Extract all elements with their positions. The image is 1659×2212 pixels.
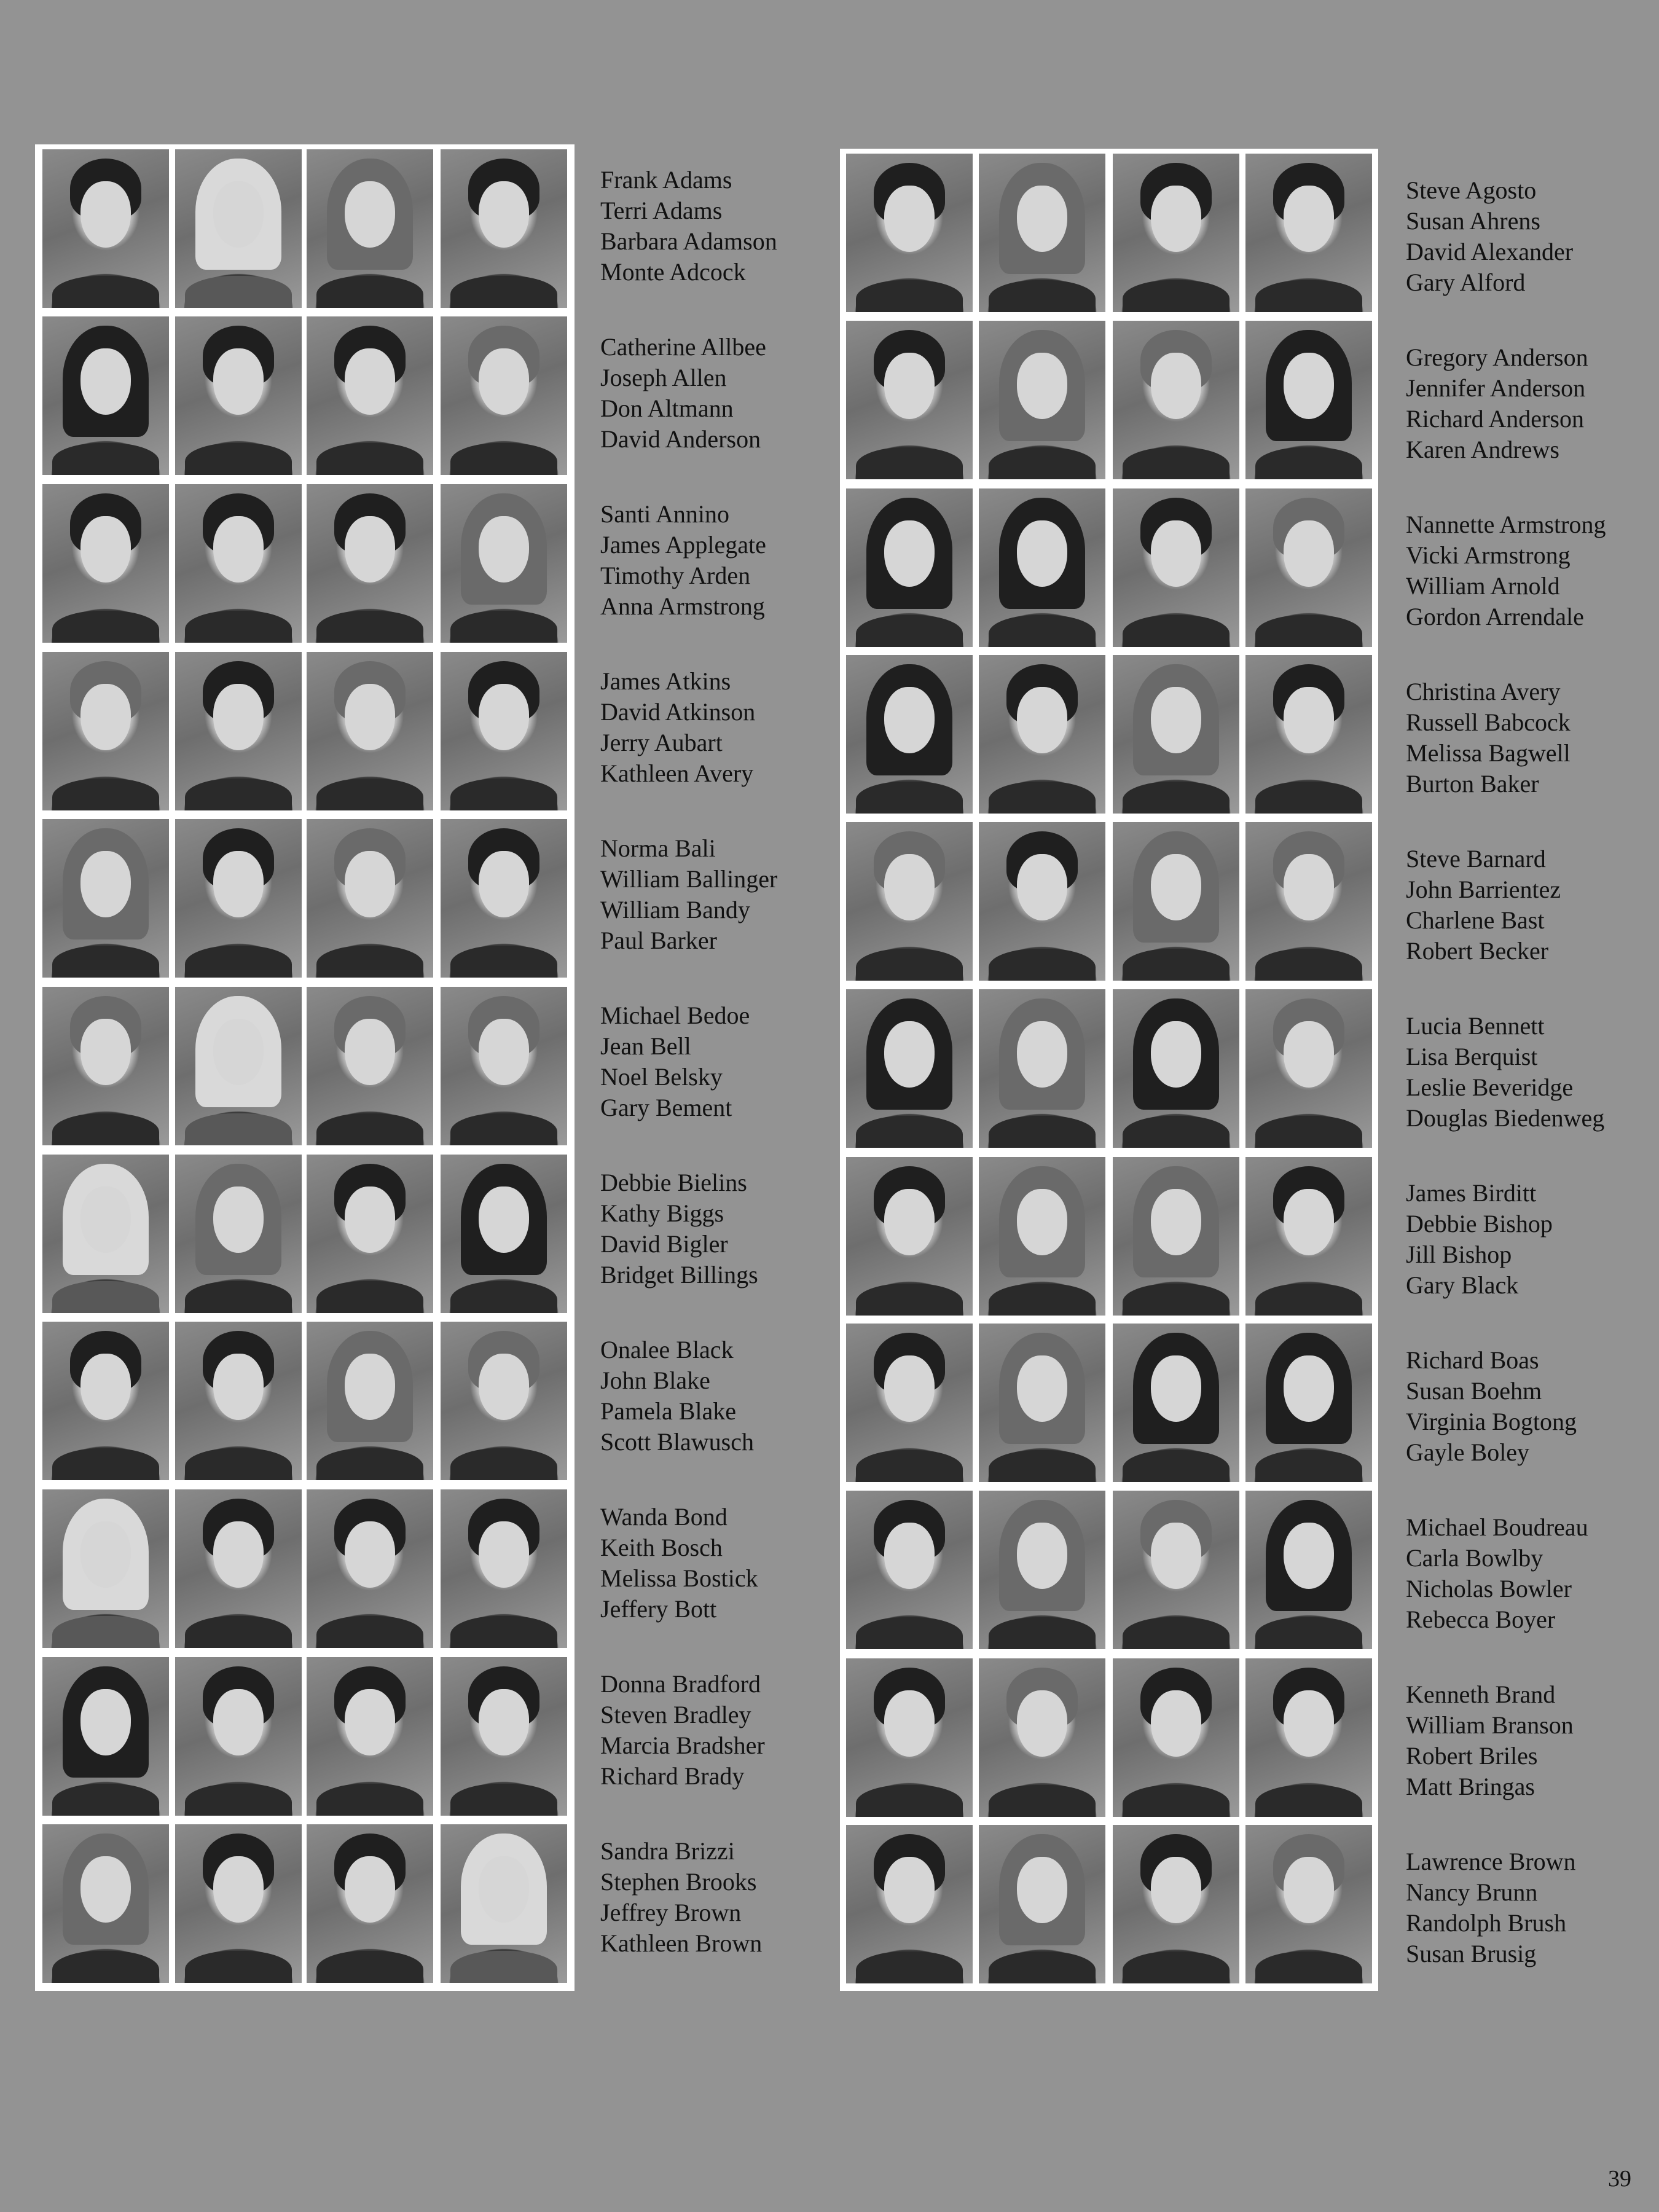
student-name: Melissa Bostick: [600, 1564, 758, 1592]
student-name: Burton Baker: [1406, 770, 1539, 798]
student-portrait: [175, 652, 302, 810]
name-group: [600, 666, 777, 833]
student-name: Melissa Bagwell: [1406, 739, 1571, 767]
student-name: Marcia Bradsher: [600, 1732, 765, 1759]
name-group: [600, 1502, 777, 1669]
student-name: John Barrientez: [1406, 876, 1561, 903]
student-name: Charlene Bast: [1406, 906, 1545, 934]
name-group: [1406, 1679, 1606, 1846]
student-portrait: [175, 1824, 302, 1983]
name-group: [600, 1000, 777, 1167]
student-name: Noel Belsky: [600, 1063, 723, 1091]
portrait-panel-left: [35, 144, 575, 1991]
student-name: Jerry Aubart: [600, 729, 723, 756]
student-portrait: [1113, 488, 1239, 647]
student-name: Robert Briles: [1406, 1742, 1538, 1770]
student-portrait: [441, 1155, 567, 1313]
student-name: Susan Brusig: [1406, 1940, 1537, 1967]
student-name: Catherine Allbee: [600, 333, 766, 361]
student-portrait: [175, 1155, 302, 1313]
student-portrait: [846, 1491, 973, 1649]
student-name: Kenneth Brand: [1406, 1681, 1556, 1708]
student-portrait: [441, 652, 567, 810]
student-portrait: [979, 1491, 1105, 1649]
student-name: David Atkinson: [600, 698, 756, 726]
student-portrait: [846, 1825, 973, 1983]
student-portrait: [1113, 321, 1239, 479]
name-group: [1406, 175, 1606, 342]
student-portrait: [42, 652, 169, 810]
student-portrait: [441, 987, 567, 1145]
student-name: Lisa Berquist: [1406, 1043, 1538, 1070]
student-portrait: [1113, 989, 1239, 1148]
student-name: Kathleen Avery: [600, 759, 754, 787]
student-portrait: [307, 1489, 433, 1648]
names-column-right: [1406, 175, 1606, 2014]
student-name: Vicki Armstrong: [1406, 541, 1571, 569]
portrait-row: [840, 1486, 1378, 1653]
portrait-row: [840, 1319, 1378, 1486]
student-name: David Alexander: [1406, 238, 1574, 265]
student-portrait: [1113, 1658, 1239, 1817]
student-name: Randolph Brush: [1406, 1909, 1567, 1937]
name-group: [1406, 1345, 1606, 1512]
student-name: Michael Boudreau: [1406, 1513, 1588, 1541]
student-name: Richard Anderson: [1406, 405, 1584, 433]
student-name: Steve Agosto: [1406, 176, 1537, 204]
student-name: William Ballinger: [600, 865, 778, 893]
student-portrait: [1113, 154, 1239, 312]
student-portrait: [979, 822, 1105, 981]
student-portrait: [42, 1489, 169, 1648]
student-portrait: [175, 484, 302, 643]
student-portrait: [1245, 488, 1372, 647]
student-portrait: [979, 1324, 1105, 1482]
student-name: David Bigler: [600, 1230, 728, 1258]
student-portrait: [846, 1157, 973, 1316]
name-group: [600, 1669, 777, 1836]
student-portrait: [307, 1657, 433, 1816]
student-portrait: [979, 154, 1105, 312]
student-portrait: [979, 1157, 1105, 1316]
student-portrait: [1245, 1658, 1372, 1817]
student-name: Virginia Bogtong: [1406, 1408, 1577, 1435]
student-name: Douglas Biedenweg: [1406, 1104, 1605, 1132]
student-portrait: [441, 1322, 567, 1480]
student-name: William Branson: [1406, 1711, 1574, 1739]
student-name: Monte Adcock: [600, 258, 746, 286]
name-group: [600, 499, 777, 666]
student-name: Kathleen Brown: [600, 1929, 763, 1957]
student-portrait: [175, 1657, 302, 1816]
student-portrait: [175, 149, 302, 308]
name-group: [1406, 1846, 1606, 2014]
student-portrait: [175, 987, 302, 1145]
student-name: Nicholas Bowler: [1406, 1575, 1572, 1602]
name-group: [1406, 1178, 1606, 1345]
student-portrait: [846, 154, 973, 312]
student-name: Steve Barnard: [1406, 845, 1546, 873]
student-name: Paul Barker: [600, 927, 717, 954]
name-group: [600, 1335, 777, 1502]
student-portrait: [175, 316, 302, 475]
student-portrait: [42, 484, 169, 643]
student-name: Debbie Bishop: [1406, 1210, 1553, 1237]
student-portrait: [846, 822, 973, 981]
student-portrait: [1245, 1491, 1372, 1649]
student-name: Susan Ahrens: [1406, 207, 1540, 235]
student-portrait: [175, 1322, 302, 1480]
student-portrait: [1245, 1825, 1372, 1983]
student-portrait: [979, 321, 1105, 479]
student-name: Lawrence Brown: [1406, 1848, 1576, 1875]
student-portrait: [846, 989, 973, 1148]
portrait-row: [840, 149, 1378, 316]
student-name: William Bandy: [600, 896, 750, 924]
student-portrait: [441, 819, 567, 978]
names-column-left: [600, 165, 777, 2003]
student-name: Lucia Bennett: [1406, 1012, 1545, 1040]
student-portrait: [979, 488, 1105, 647]
student-portrait: [42, 149, 169, 308]
student-name: Bridget Billings: [600, 1261, 758, 1288]
portrait-panel-right: [840, 149, 1378, 1991]
student-name: David Anderson: [600, 425, 761, 453]
name-group: [1406, 844, 1606, 1011]
student-name: Steven Bradley: [600, 1701, 751, 1728]
portrait-row: [35, 479, 575, 646]
portrait-row: [35, 814, 575, 981]
student-name: Timothy Arden: [600, 562, 751, 589]
student-name: Richard Brady: [600, 1762, 745, 1790]
portrait-row: [35, 144, 575, 312]
student-portrait: [441, 316, 567, 475]
name-group: [1406, 342, 1606, 509]
student-portrait: [979, 1825, 1105, 1983]
student-portrait: [846, 321, 973, 479]
student-name: Donna Bradford: [600, 1670, 761, 1698]
student-name: Jennifer Anderson: [1406, 374, 1586, 402]
student-name: Scott Blawusch: [600, 1428, 754, 1456]
portrait-row: [35, 1150, 575, 1317]
student-name: Russell Babcock: [1406, 708, 1571, 736]
student-portrait: [1245, 1324, 1372, 1482]
student-portrait: [979, 1658, 1105, 1817]
name-group: [600, 1836, 777, 2003]
page-number: 39: [1608, 2166, 1631, 2192]
student-portrait: [42, 1155, 169, 1313]
student-portrait: [307, 1155, 433, 1313]
student-name: William Arnold: [1406, 572, 1560, 600]
portrait-row: [35, 1484, 575, 1652]
student-portrait: [1113, 1825, 1239, 1983]
student-name: Norma Bali: [600, 834, 716, 862]
student-name: Michael Bedoe: [600, 1002, 750, 1029]
student-name: Don Altmann: [600, 394, 734, 422]
student-portrait: [846, 655, 973, 814]
portrait-row: [840, 1653, 1378, 1821]
portrait-row: [35, 647, 575, 814]
student-portrait: [1113, 1324, 1239, 1482]
portrait-row: [35, 1317, 575, 1484]
student-portrait: [175, 819, 302, 978]
student-name: Richard Boas: [1406, 1346, 1539, 1374]
portrait-row: [840, 1820, 1378, 1987]
portrait-row: [840, 650, 1378, 817]
student-portrait: [1113, 655, 1239, 814]
student-name: Robert Becker: [1406, 937, 1549, 965]
student-name: Gayle Boley: [1406, 1438, 1530, 1466]
student-name: John Blake: [600, 1367, 710, 1394]
student-portrait: [42, 819, 169, 978]
student-portrait: [1245, 655, 1372, 814]
student-portrait: [307, 316, 433, 475]
student-name: James Applegate: [600, 531, 766, 559]
student-name: Terri Adams: [600, 197, 723, 224]
portrait-row: [35, 1652, 575, 1819]
student-name: Nancy Brunn: [1406, 1878, 1538, 1906]
student-portrait: [1245, 321, 1372, 479]
student-portrait: [42, 987, 169, 1145]
student-portrait: [846, 1324, 973, 1482]
student-name: Leslie Beveridge: [1406, 1073, 1574, 1101]
portrait-row: [840, 1152, 1378, 1319]
student-portrait: [42, 316, 169, 475]
student-portrait: [307, 1824, 433, 1983]
student-name: James Birditt: [1406, 1179, 1537, 1207]
portrait-row: [35, 312, 575, 479]
student-name: Debbie Bielins: [600, 1169, 747, 1196]
student-portrait: [1245, 989, 1372, 1148]
student-portrait: [307, 819, 433, 978]
name-group: [1406, 1011, 1606, 1178]
portrait-row: [35, 982, 575, 1149]
student-portrait: [846, 1658, 973, 1817]
student-portrait: [441, 1824, 567, 1983]
student-name: Gary Bement: [600, 1094, 732, 1121]
student-name: Matt Bringas: [1406, 1773, 1535, 1800]
student-portrait: [307, 149, 433, 308]
student-portrait: [42, 1322, 169, 1480]
student-name: Wanda Bond: [600, 1503, 728, 1531]
name-group: [600, 833, 777, 1000]
student-name: Sandra Brizzi: [600, 1837, 735, 1865]
student-portrait: [846, 488, 973, 647]
student-portrait: [1245, 1157, 1372, 1316]
name-group: [600, 1167, 777, 1335]
portrait-row: [35, 1819, 575, 1986]
student-name: Frank Adams: [600, 166, 732, 194]
student-portrait: [1113, 1157, 1239, 1316]
student-portrait: [979, 655, 1105, 814]
student-portrait: [1245, 822, 1372, 981]
student-name: Gary Alford: [1406, 269, 1526, 296]
student-portrait: [441, 1657, 567, 1816]
student-name: Rebecca Boyer: [1406, 1606, 1556, 1633]
student-name: Susan Boehm: [1406, 1377, 1542, 1405]
student-portrait: [1113, 822, 1239, 981]
student-portrait: [1245, 154, 1372, 312]
portrait-row: [840, 484, 1378, 651]
student-portrait: [1113, 1491, 1239, 1649]
student-portrait: [441, 1489, 567, 1648]
student-name: Gordon Arrendale: [1406, 603, 1584, 630]
student-name: Kathy Biggs: [600, 1199, 724, 1227]
student-name: Santi Annino: [600, 500, 730, 528]
student-portrait: [441, 149, 567, 308]
student-name: Onalee Black: [600, 1336, 734, 1363]
student-name: Pamela Blake: [600, 1397, 737, 1425]
student-name: Barbara Adamson: [600, 227, 777, 255]
student-name: Carla Bowlby: [1406, 1544, 1543, 1572]
student-name: Christina Avery: [1406, 678, 1561, 705]
name-group: [1406, 677, 1606, 844]
student-name: Jeffery Bott: [600, 1595, 717, 1623]
student-name: Anna Armstrong: [600, 592, 765, 620]
name-group: [1406, 1512, 1606, 1679]
student-portrait: [307, 987, 433, 1145]
student-name: Gregory Anderson: [1406, 343, 1588, 371]
student-portrait: [441, 484, 567, 643]
portrait-row: [840, 817, 1378, 984]
portrait-row: [840, 316, 1378, 483]
student-name: Keith Bosch: [600, 1534, 723, 1561]
student-portrait: [307, 1322, 433, 1480]
student-name: Jill Bishop: [1406, 1241, 1512, 1268]
student-portrait: [175, 1489, 302, 1648]
name-group: [1406, 509, 1606, 677]
student-name: Karen Andrews: [1406, 436, 1559, 463]
student-portrait: [307, 484, 433, 643]
student-name: James Atkins: [600, 667, 731, 695]
student-name: Joseph Allen: [600, 364, 727, 391]
student-name: Jean Bell: [600, 1032, 691, 1060]
name-group: [600, 332, 777, 499]
student-portrait: [307, 652, 433, 810]
student-portrait: [979, 989, 1105, 1148]
student-portrait: [42, 1657, 169, 1816]
name-group: [600, 165, 777, 332]
student-name: Gary Black: [1406, 1271, 1519, 1299]
student-name: Nannette Armstrong: [1406, 511, 1606, 538]
student-portrait: [42, 1824, 169, 1983]
student-name: Stephen Brooks: [600, 1868, 757, 1896]
portrait-row: [840, 984, 1378, 1151]
student-name: Jeffrey Brown: [600, 1899, 742, 1926]
